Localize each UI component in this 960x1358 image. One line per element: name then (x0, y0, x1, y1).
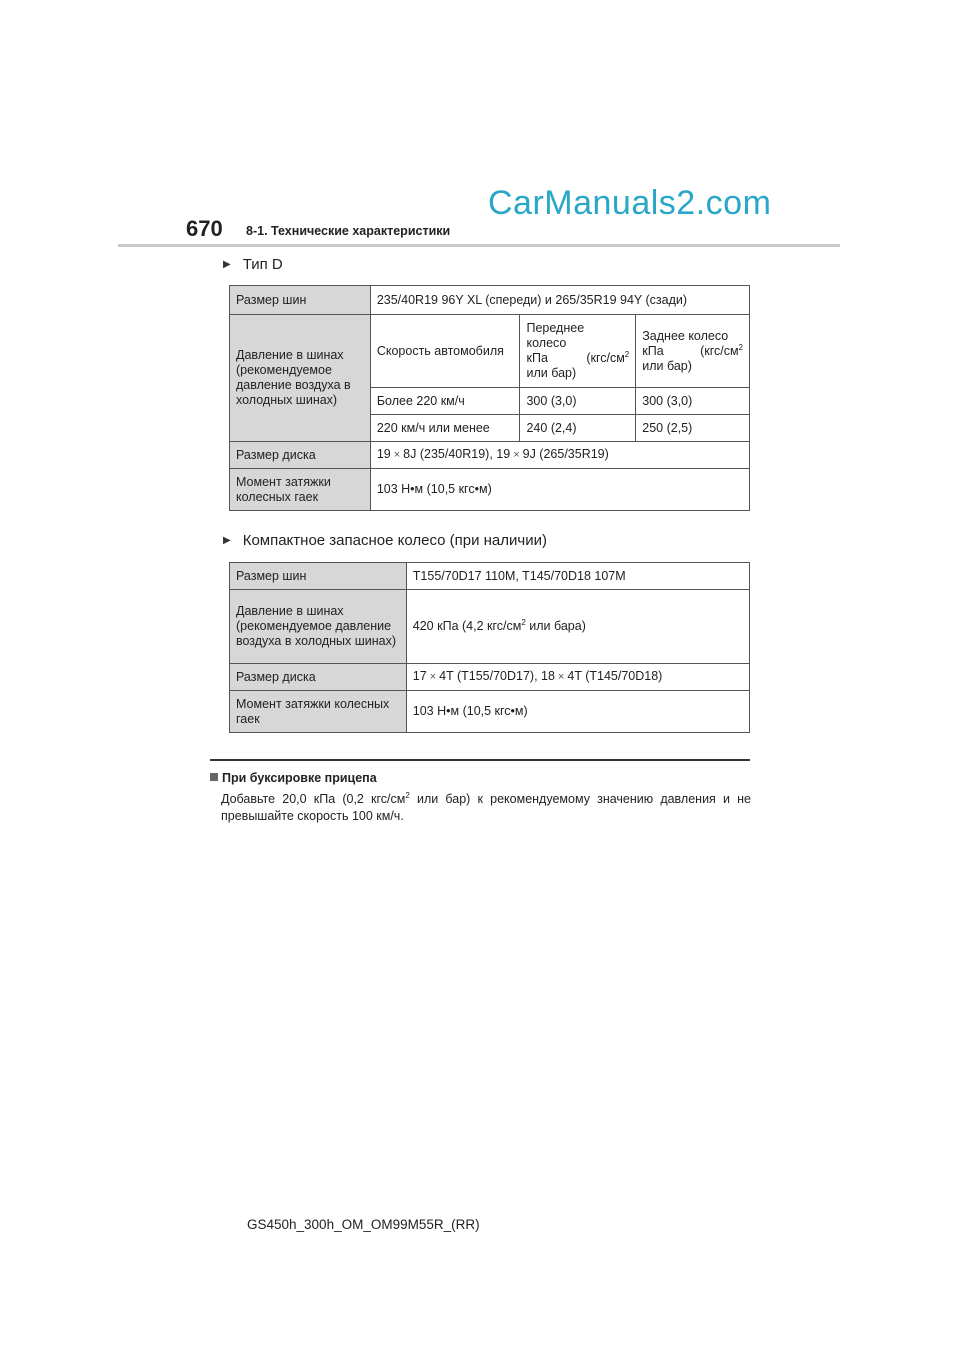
table-row (230, 286, 750, 315)
torque-label: Момент затяжки колесных гаек (230, 691, 407, 733)
speed-header: Скорость автомобиля (370, 315, 520, 388)
header-divider (118, 244, 840, 247)
front-header-unit: (кгс/см (586, 351, 625, 365)
superscript: 2 (738, 342, 743, 352)
spare-spec-table (229, 562, 750, 733)
section-title: 8-1. Технические характеристики (246, 224, 451, 238)
pressure-value-part: или бара) (525, 619, 586, 633)
pressure-value (406, 590, 749, 664)
tire-size-label: Размер шин (230, 563, 407, 590)
rear-pressure-cell: 250 (2,5) (636, 415, 750, 442)
speed-cell: Более 220 км/ч (370, 388, 520, 415)
wheel-size-part: 9J (265/35R19) (522, 447, 609, 461)
type-d-heading (223, 256, 283, 273)
front-header-line: или бар) (526, 366, 577, 380)
square-bullet-icon (210, 773, 218, 781)
wheel-size-part: 19 (376, 447, 391, 461)
rear-header-line: Заднее колесо (642, 328, 729, 343)
type-d-heading-text: Тип D (242, 256, 283, 273)
rear-header-line (642, 344, 743, 359)
superscript: 2 (521, 617, 526, 627)
front-pressure-cell: 300 (3,0) (520, 388, 636, 415)
spare-heading-text: Компактное запасное колесо (при наличии) (242, 532, 547, 549)
torque-value: 103 Н•м (10,5 кгс•м) (406, 691, 749, 733)
rear-header-line: или бар) (642, 358, 692, 373)
wheel-size-part: 8J (235/40R19), 19 (403, 447, 511, 461)
table-row (230, 442, 750, 469)
wheel-size-label: Размер диска (230, 664, 407, 691)
type-d-spec-table (229, 285, 750, 511)
pressure-label: Давление в шинах (рекомендуемое давление воздуха в холодных шинах) (230, 590, 407, 664)
spare-heading (223, 532, 547, 549)
torque-label: Момент затяжки колесных гаек (230, 469, 371, 511)
triangle-right-icon: ▶ (223, 259, 231, 270)
table-row (230, 590, 750, 664)
rear-wheel-header (636, 315, 750, 388)
watermark-logo: CarManuals2.com (488, 184, 772, 222)
note-title-text: При буксировке прицепа (222, 771, 377, 785)
wheel-size-part: 17 (412, 669, 427, 683)
front-header-line: колесо (526, 336, 567, 350)
front-wheel-header (520, 315, 636, 388)
tire-size-value: T155/70D17 110M, T145/70D18 107M (406, 563, 749, 590)
note-text-part: или бар) к рекомендуемому значению давления и не превышайте скорость 100 км/ч. (221, 792, 751, 823)
triangle-right-icon: ▶ (223, 535, 231, 546)
footer-doc-code: GS450h_300h_OM_OM99M55R_(RR) (247, 1217, 480, 1232)
wheel-size-value (406, 664, 749, 691)
front-header-unit: кПа (526, 351, 548, 365)
note-text (221, 791, 751, 825)
table-row (230, 664, 750, 691)
superscript: 2 (405, 790, 410, 800)
table-row (230, 469, 750, 511)
tire-size-value: 235/40R19 96Y XL (спереди) и 265/35R19 94Y (сзади) (370, 286, 749, 315)
multiply-icon: × (429, 671, 437, 683)
front-header-line (526, 351, 629, 366)
multiply-icon: × (513, 449, 520, 461)
wheel-size-part: 4T (T145/70D18) (567, 669, 663, 683)
multiply-icon: × (393, 449, 401, 461)
multiply-icon: × (557, 671, 565, 683)
tire-size-label: Размер шин (230, 286, 371, 315)
wheel-size-value (370, 442, 749, 469)
wheel-size-label: Размер диска (230, 442, 371, 469)
table-row (230, 691, 750, 733)
note-divider (210, 759, 750, 761)
pressure-value-part: 420 кПа (4,2 кгс/см (412, 619, 522, 633)
rear-pressure-cell: 300 (3,0) (636, 388, 750, 415)
speed-cell: 220 км/ч или менее (370, 415, 520, 442)
rear-header-unit: (кгс/см (700, 343, 739, 358)
table-row (230, 315, 750, 388)
wheel-size-part: 4T (T155/70D17), 18 (439, 669, 555, 683)
note-text-part: Добавьте 20,0 кПа (0,2 кгс/см (221, 792, 406, 806)
front-header-line: Переднее (526, 321, 585, 335)
pressure-label: Давление в шинах (рекомендуемое давление воздуха в холодных шинах) (230, 315, 371, 442)
front-pressure-cell: 240 (2,4) (520, 415, 636, 442)
page-number: 670 (186, 216, 223, 241)
torque-value: 103 Н•м (10,5 кгс•м) (370, 469, 749, 511)
rear-header-unit: кПа (642, 343, 664, 358)
superscript: 2 (624, 349, 630, 359)
table-row (230, 563, 750, 590)
note-title (210, 771, 377, 785)
